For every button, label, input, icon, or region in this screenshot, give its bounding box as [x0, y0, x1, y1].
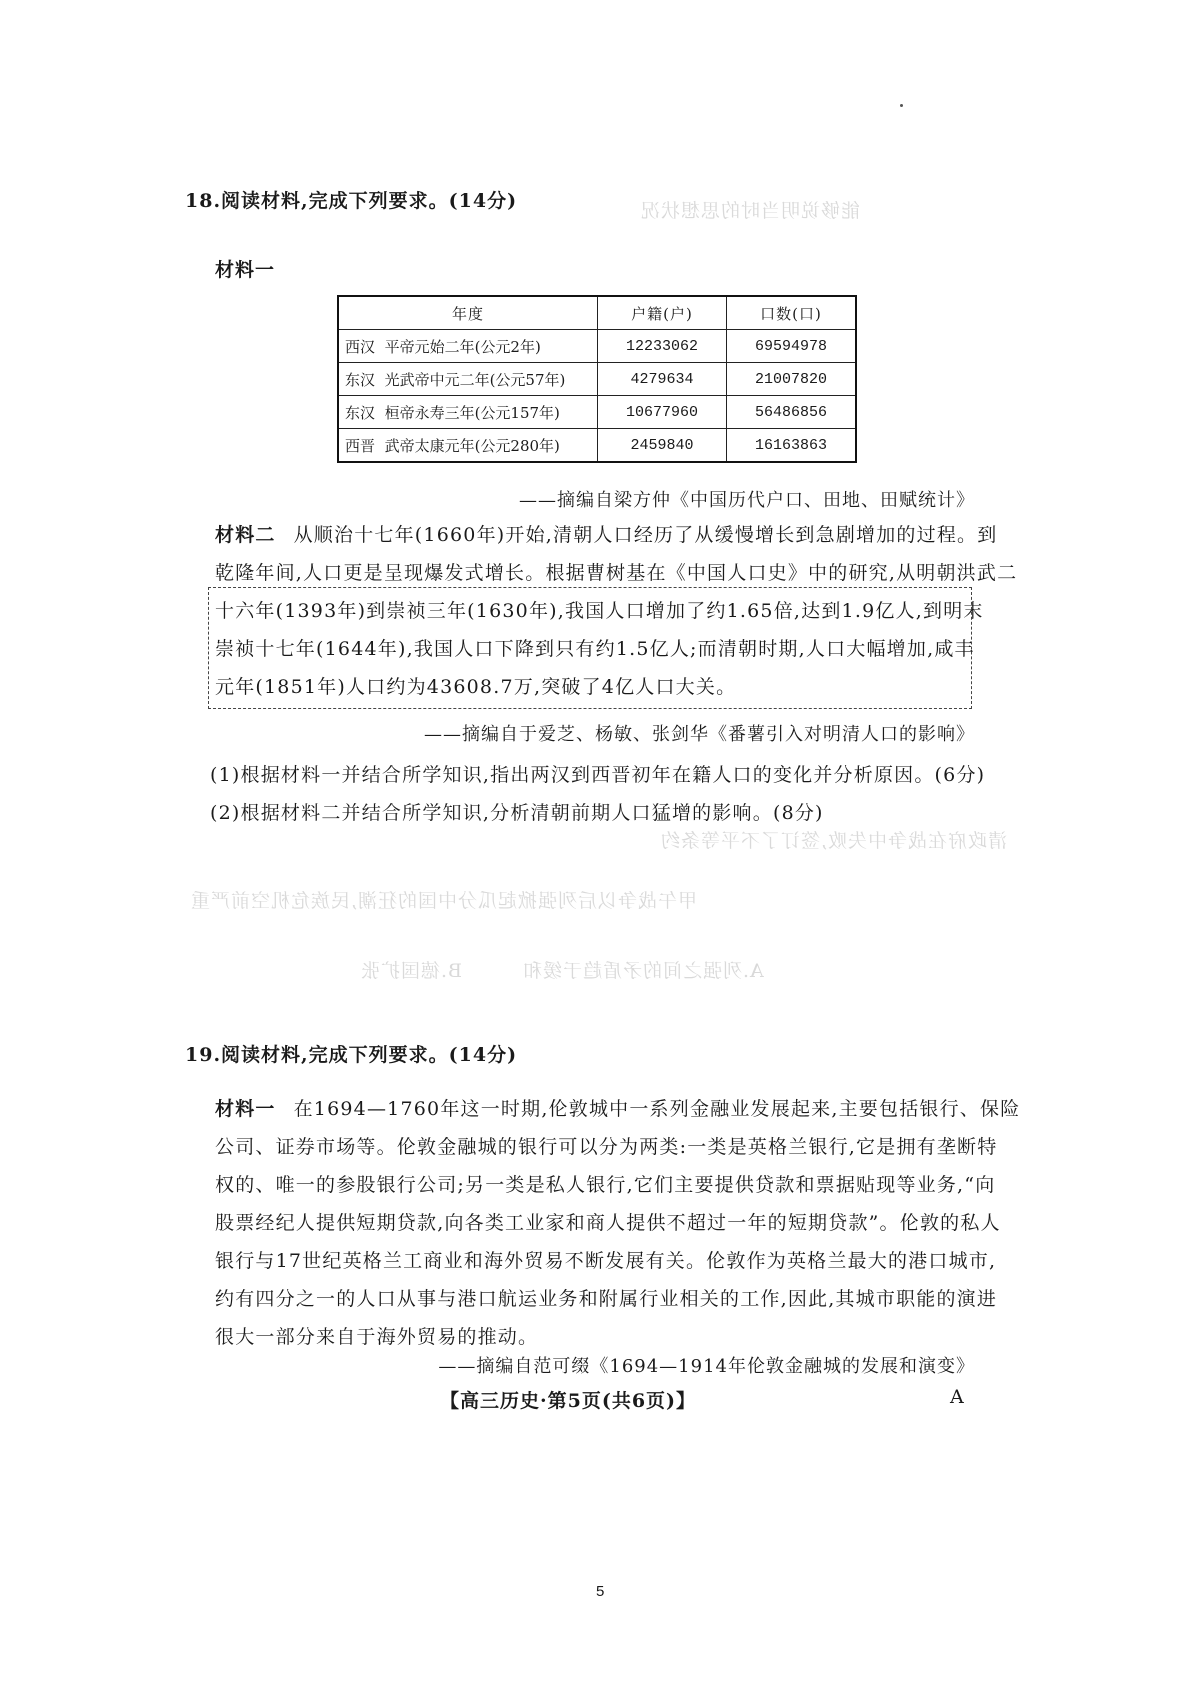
population-cell: 56486856 — [727, 396, 856, 429]
dynasty: 西汉 — [345, 337, 376, 356]
reign: 光武帝中元二年(公元57年) — [384, 370, 566, 389]
dynasty: 西晋 — [345, 436, 376, 455]
table-row — [338, 330, 856, 363]
material-2-line: 十六年(1393年)到崇祯三年(1630年),我国人口增加了约1.65倍,达到1.9亿人,到明末 — [215, 600, 984, 622]
material-2-line: 材料二 从顺治十七年(1660年)开始,清朝人口经历了从缓慢增长到急剧增加的过程。到 — [215, 524, 998, 546]
households-cell: 2459840 — [598, 429, 727, 463]
q19-material-1-source: ——摘编自范可缀《1694—1914年伦敦金融城的发展和演变》 — [438, 1356, 975, 1377]
q19-material-1-label: 材料一 — [215, 1098, 276, 1120]
q19-material-1-line: 约有四分之一的人口从事与港口航运业务和附属行业相关的工作,因此,其城市职能的演进 — [215, 1288, 998, 1310]
population-table — [337, 295, 857, 463]
table-row — [338, 429, 856, 463]
scan-speck — [900, 104, 903, 107]
header-population: 口数(口) — [727, 296, 856, 330]
page-number: 5 — [596, 1583, 605, 1600]
period-cell — [338, 363, 598, 396]
question-18-title: 18.阅读材料,完成下列要求。(14分) — [185, 190, 518, 212]
q19-material-1-text — [215, 1090, 1021, 1356]
material-2-source: ——摘编自于爱芝、杨敏、张剑华《番薯引入对明清人口的影响》 — [424, 724, 975, 745]
q19-material-1-line: 公司、证券市场等。伦敦金融城的银行可以分为两类:一类是英格兰银行,它是拥有垄断特 — [215, 1136, 998, 1158]
version-label: A — [950, 1386, 964, 1408]
dynasty: 东汉 — [345, 403, 376, 422]
table-row — [338, 363, 856, 396]
dynasty: 东汉 — [345, 370, 376, 389]
material-2-line: 崇祯十七年(1644年),我国人口下降到只有约1.5亿人;而清朝时期,人口大幅增加,咸丰 — [215, 638, 975, 660]
material-1-source: ——摘编自梁方仲《中国历代户口、田地、田赋统计》 — [519, 490, 975, 511]
question-18-2: (2)根据材料二并结合所学知识,分析清朝前期人口猛增的影响。(8分) — [210, 802, 824, 824]
q19-material-1-line: 权的、唯一的参股银行公司;另一类是私人银行,它们主要提供贷款和票据贴现等业务,“向 — [215, 1174, 996, 1196]
population-cell: 69594978 — [727, 330, 856, 363]
material-2-label: 材料二 — [215, 524, 276, 546]
bleed-through-text: 甲午战争以后列强掀起瓜分中国的狂潮,民族危机空前严重 — [190, 890, 698, 912]
material-2-line: 乾隆年间,人口更是呈现爆发式增长。根据曹树基在《中国人口史》中的研究,从明朝洪武二 — [215, 562, 1018, 584]
bleed-through-text: A.列强之间的矛盾趋于缓和 B.德国扩张 — [360, 960, 764, 982]
period-cell — [338, 396, 598, 429]
population-cell: 21007820 — [727, 363, 856, 396]
bleed-through-text: 能够说明当时的思想状况 — [640, 200, 861, 222]
material-2-text — [215, 516, 1018, 706]
bleed-through-text: 清政府在战争中失败,签订了不平等条约 — [660, 830, 1008, 852]
reign: 桓帝永寿三年(公元157年) — [384, 403, 560, 422]
material-2-line: 元年(1851年)人口约为43608.7万,突破了4亿人口大关。 — [215, 676, 737, 698]
q19-material-1-line: 材料一 在1694—1760年这一时期,伦敦城中一系列金融业发展起来,主要包括银行、保险 — [215, 1098, 1021, 1120]
header-year: 年度 — [338, 296, 598, 330]
table-header-row — [338, 296, 856, 330]
households-cell: 4279634 — [598, 363, 727, 396]
reign: 武帝太康元年(公元280年) — [384, 436, 560, 455]
population-cell: 16163863 — [727, 429, 856, 463]
period-cell — [338, 330, 598, 363]
q19-material-1-line: 很大一部分来自于海外贸易的推动。 — [215, 1326, 539, 1348]
question-19-title: 19.阅读材料,完成下列要求。(14分) — [185, 1044, 518, 1066]
reign: 平帝元始二年(公元2年) — [384, 337, 541, 356]
header-households: 户籍(户) — [598, 296, 727, 330]
period-cell — [338, 429, 598, 463]
q19-material-1-line: 银行与17世纪英格兰工商业和海外贸易不断发展有关。伦敦作为英格兰最大的港口城市, — [215, 1250, 997, 1272]
table-row — [338, 396, 856, 429]
question-18-1: (1)根据材料一并结合所学知识,指出两汉到西晋初年在籍人口的变化并分析原因。(6分) — [210, 764, 986, 786]
page-footer: 【高三历史·第5页(共6页)】 — [440, 1390, 697, 1412]
q19-material-1-line: 股票经纪人提供短期贷款,向各类工业家和商人提供不超过一年的短期贷款”。伦敦的私人 — [215, 1212, 1001, 1234]
households-cell: 12233062 — [598, 330, 727, 363]
households-cell: 10677960 — [598, 396, 727, 429]
material-1-label: 材料一 — [215, 259, 276, 281]
